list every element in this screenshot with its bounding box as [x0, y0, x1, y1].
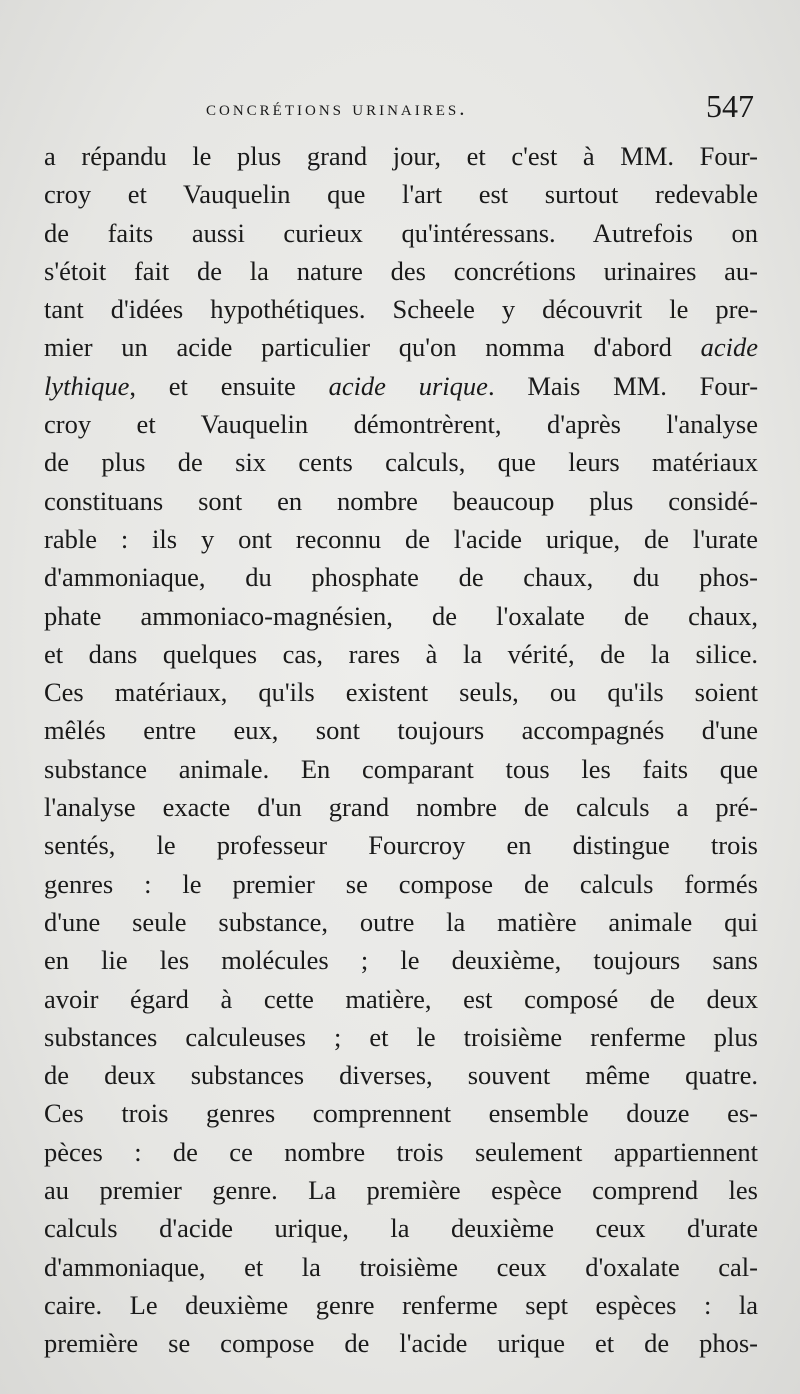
- text-line: l'analyse exacte d'un grand nombre de calculs a pré-: [44, 792, 758, 823]
- text-line: [44, 367, 758, 405]
- text-line: de faits aussi curieux qu'intéressans. Autrefois on: [44, 217, 758, 248]
- text-line: [44, 328, 758, 366]
- text-line: tant d'idées hypothétiques. Scheele y découvrit le pre-: [44, 294, 758, 325]
- text-line: phate ammoniaco-magnésien, de l'oxalate de chaux,: [44, 600, 758, 631]
- italic-term: acide urique: [328, 370, 488, 401]
- text-line: pèces : de ce nombre trois seulement appartiennent: [44, 1136, 758, 1167]
- running-head: concrétions urinaires.: [206, 96, 468, 120]
- text-line: sentés, le professeur Fourcroy en distingue trois: [44, 830, 758, 861]
- body-text: [44, 137, 758, 1363]
- text-line: première se compose de l'acide urique et de phos-: [44, 1328, 758, 1359]
- text-line: mêlés entre eux, sont toujours accompagnés d'une: [44, 715, 758, 746]
- text-line: Ces matériaux, qu'ils existent seuls, ou qu'ils soient: [44, 677, 758, 708]
- text-line: caire. Le deuxième genre renferme sept espèces : la: [44, 1289, 758, 1320]
- text-line: de plus de six cents calculs, que leurs matériaux: [44, 447, 758, 478]
- page-header: [46, 88, 758, 128]
- text-line: substance animale. En comparant tous les faits que: [44, 753, 758, 784]
- text-line: rable : ils y ont reconnu de l'acide urique, de l'urate: [44, 523, 758, 554]
- text-segment: . Mais MM. Four-: [487, 370, 758, 401]
- text-line: avoir égard à cette matière, est composé de deux: [44, 983, 758, 1014]
- text-segment: , et ensuite: [129, 370, 296, 401]
- text-line: croy et Vauquelin démontrèrent, d'après l'analyse: [44, 409, 758, 440]
- text-line: calculs d'acide urique, la deuxième ceux d'urate: [44, 1213, 758, 1244]
- italic-term: acide: [700, 332, 758, 363]
- text-line: de deux substances diverses, souvent même quatre.: [44, 1060, 758, 1091]
- page-number: 547: [706, 88, 754, 124]
- text-line: s'étoit fait de la nature des concrétions urinaires au-: [44, 255, 758, 286]
- text-line: croy et Vauquelin que l'art est surtout redevable: [44, 179, 758, 210]
- text-line: substances calculeuses ; et le troisième renferme plus: [44, 1021, 758, 1052]
- text-segment: mier un acide particulier qu'on nomma d'abord: [44, 332, 672, 363]
- text-line: en lie les molécules ; le deuxième, toujours sans: [44, 945, 758, 976]
- text-line: constituans sont en nombre beaucoup plus considé-: [44, 485, 758, 516]
- text-line: au premier genre. La première espèce comprend les: [44, 1175, 758, 1206]
- text-line: d'ammoniaque, du phosphate de chaux, du phos-: [44, 562, 758, 593]
- text-line: Ces trois genres comprennent ensemble douze es-: [44, 1098, 758, 1129]
- text-line: a répandu le plus grand jour, et c'est à MM. Four-: [44, 141, 758, 171]
- text-line: et dans quelques cas, rares à la vérité, de la silice.: [44, 638, 758, 669]
- italic-term: lythique: [44, 370, 130, 401]
- text-line: d'ammoniaque, et la troisième ceux d'oxalate cal-: [44, 1251, 758, 1282]
- text-line: d'une seule substance, outre la matière animale qui: [44, 906, 758, 937]
- text-line: genres : le premier se compose de calculs formés: [44, 868, 758, 899]
